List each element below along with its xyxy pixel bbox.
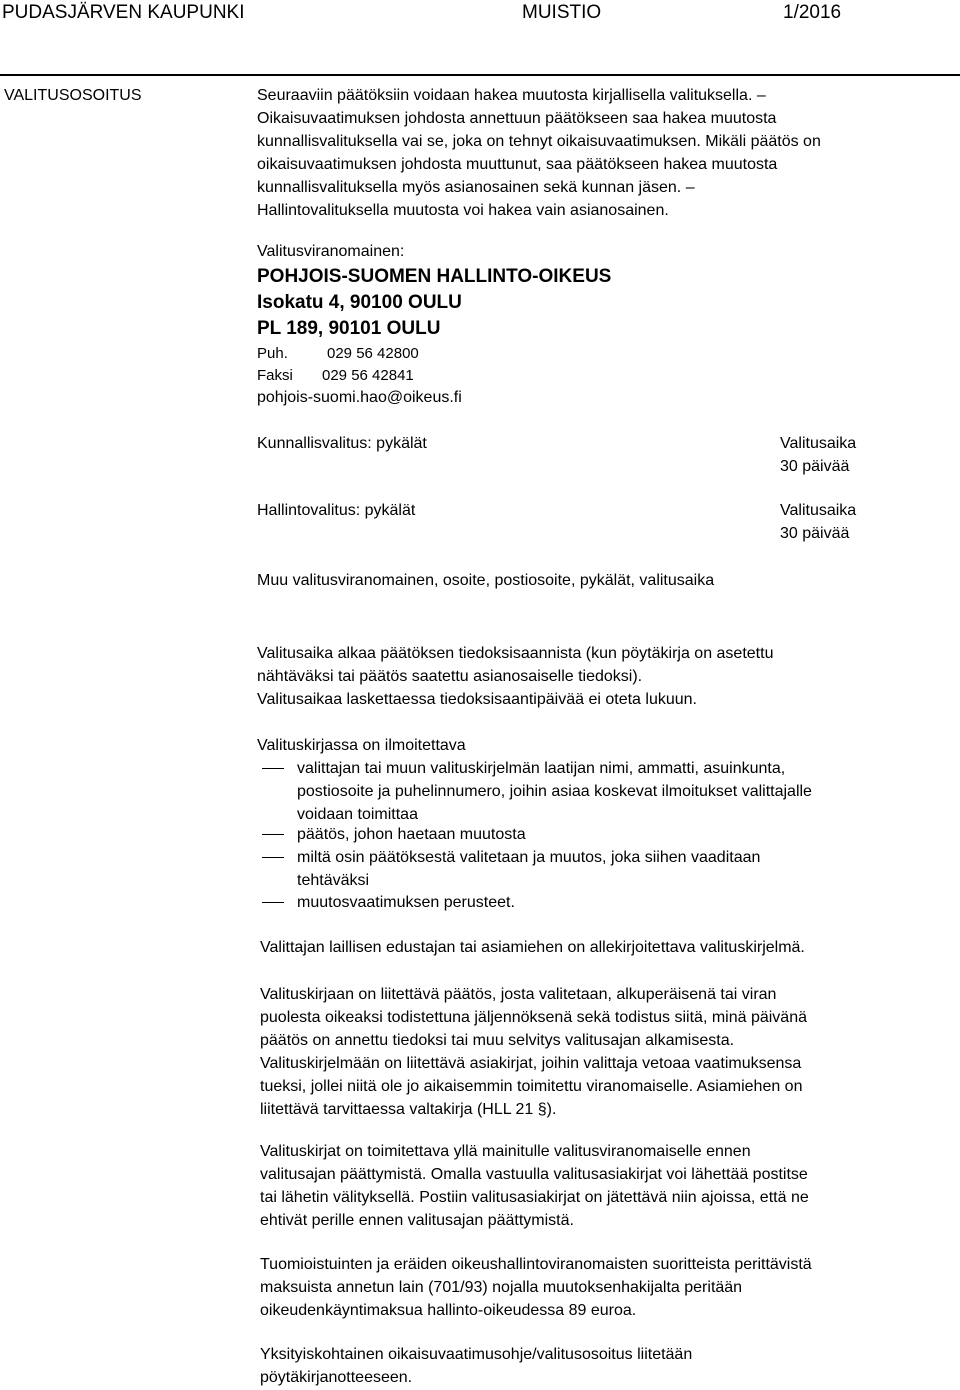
attachments-paragraph [260,983,807,1121]
paragraph-line: Valitusaika alkaa päätöksen tiedoksisaannista (kun pöytäkirja on asetettu [257,645,774,662]
municipality-name: PUDASJÄRVEN KAUPUNKI [2,2,245,23]
paragraph-line: liitettävä tarvittaessa valtakirja (HLL 21 §). [260,1101,557,1118]
municipal-appeal-period-value: 30 päivää [780,458,850,475]
paragraph-line: Valituskirjat on toimitettava yllä mainitulle valitusviranomaiselle ennen [260,1143,751,1160]
intro-line: Oikaisuvaatimuksen johdosta annettuun päätökseen saa hakea muutosta [257,110,777,127]
paragraph-line: päätös on annettu tiedoksi tai muu selvitys valitusajan alkamisesta. [260,1032,735,1049]
administrative-appeal-period-value: 30 päivää [780,525,850,542]
list-item [297,757,812,826]
fee-paragraph [260,1253,812,1322]
phone-label: Puh. [257,345,288,362]
section-title: VALITUSOSOITUS [4,87,142,104]
fax-label: Faksi [257,367,293,384]
paragraph-line: nähtäväksi tai päätös saatettu asianosaiselle tiedoksi). [257,668,643,685]
paragraph-line: tueksi, jollei niitä ole jo aikaisemmin toimitettu viranomaiselle. Asiamiehen on [260,1078,803,1095]
intro-line: kunnallisvalituksella vai se, joka on tehnyt oikaisuvaatimuksen. Mikäli päätös on [257,133,821,150]
list-item-line: tehtäväksi [297,872,370,889]
footer-note [260,1343,692,1389]
authority-address: Isokatu 4, 90100 OULU [257,292,462,313]
paragraph-line: Valituskirjaan on liitettävä päätös, josta valitetaan, alkuperäisenä tai viran [260,986,777,1003]
paragraph-line: pöytäkirjanotteeseen. [260,1369,413,1386]
paragraph-line: ehtivät perille ennen valitusajan päättymistä. [260,1212,574,1229]
header-divider [0,74,960,76]
list-bullet-dash [262,857,284,858]
fax-number: 029 56 42841 [322,367,414,384]
paragraph-line: tai lähetin välityksellä. Postiin valitusasiakirjat on jätettävä niin ajoissa, että ne [260,1189,809,1206]
paragraph-line: Valitusaikaa laskettaessa tiedoksisaantipäivää ei oteta lukuun. [257,691,697,708]
administrative-appeal-period-label: Valitusaika [780,502,857,519]
period-start-paragraph [257,642,773,711]
document-number: 1/2016 [783,2,842,23]
intro-line: oikaisuvaatimuksen johdosta muuttunut, saa päätökseen hakea muutosta [257,156,778,173]
paragraph-line: valitusajan päättymistä. Omalla vastuulla valitusasiakirjat voi lähettää postitse [260,1166,808,1183]
appeal-letter-heading: Valituskirjassa on ilmoitettava [257,737,466,754]
authority-name: POHJOIS-SUOMEN HALLINTO-OIKEUS [257,266,612,287]
list-item-line: miltä osin päätöksestä valitetaan ja muutos, joka siihen vaaditaan [297,849,761,866]
intro-line: Seuraaviin päätöksiin voidaan hakea muutosta kirjallisella valituksella. – [257,87,766,104]
paragraph-line: maksuista annetun lain (701/93) nojalla muutoksenhakijalta peritään [260,1279,743,1296]
paragraph-line: oikeudenkäyntimaksua hallinto-oikeudessa 89 euroa. [260,1302,637,1319]
document-type: MUISTIO [522,2,602,23]
list-item [297,846,760,892]
intro-line: Hallintovalituksella muutosta voi hakea vain asianosainen. [257,202,669,219]
list-item [297,823,526,846]
list-item-line: valittajan tai muun valituskirjelmän laatijan nimi, ammatti, asuinkunta, [297,760,786,777]
phone-number: 029 56 42800 [327,345,419,362]
authority-label: Valitusviranomainen: [257,243,405,260]
paragraph-line: Tuomioistuinten ja eräiden oikeushallintoviranomaisten suoritteista perittävistä [260,1256,812,1273]
municipal-appeal-period-label: Valitusaika [780,435,857,452]
municipal-appeal-type: Kunnallisvalitus: pykälät [257,435,427,452]
intro-paragraph [257,84,821,222]
list-item-line: voidaan toimittaa [297,806,418,823]
list-bullet-dash [262,768,284,769]
list-item-line: postiosoite ja puhelinnumero, joihin asiaa koskevat ilmoitukset valittajalle [297,783,812,800]
authority-postbox: PL 189, 90101 OULU [257,318,441,339]
delivery-paragraph [260,1140,809,1232]
list-item-line: päätös, johon haetaan muutosta [297,826,526,843]
list-bullet-dash [262,834,284,835]
paragraph-line: Yksityiskohtainen oikaisuvaatimusohje/valitusosoitus liitetään [260,1346,693,1363]
paragraph-line: puolesta oikeaksi todistettuna jäljennöksenä sekä todistus siitä, minä päivänä [260,1009,807,1026]
other-authority-line: Muu valitusviranomainen, osoite, postiosoite, pykälät, valitusaika [257,572,715,589]
list-item-line: muutosvaatimuksen perusteet. [297,894,515,911]
signature-note: Valittajan laillisen edustajan tai asiamiehen on allekirjoitettava valituskirjelmä. [260,939,805,956]
list-bullet-dash [262,902,284,903]
intro-line: kunnallisvalituksella myös asianosainen sekä kunnan jäsen. – [257,179,695,196]
list-item [297,891,515,914]
paragraph-line: Valituskirjelmään on liitettävä asiakirjat, joihin valittaja vetoaa vaatimuksensa [260,1055,802,1072]
authority-email: pohjois-suomi.hao@oikeus.fi [257,389,462,406]
administrative-appeal-type: Hallintovalitus: pykälät [257,502,416,519]
